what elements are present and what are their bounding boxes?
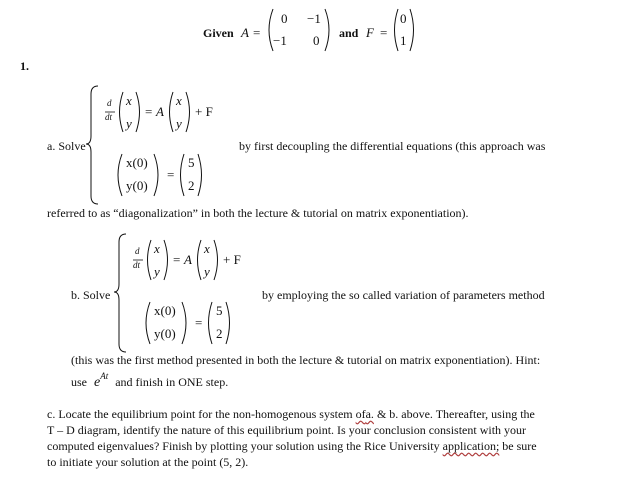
left-paren-icon [170, 92, 174, 132]
spellcheck-word: of [355, 407, 366, 421]
left-brace-icon [86, 86, 98, 204]
deriv-dt: dt [105, 112, 113, 122]
vector-f-cell: 1 [400, 33, 407, 48]
right-paren-icon [154, 154, 158, 196]
equals-sign: = [380, 25, 388, 40]
matrix-a-cell: −1 [307, 11, 321, 26]
part-b-paren-note: (this was the first method presented in both the lecture & tutorial on matrix exponentiation). Hint: [71, 353, 541, 367]
part-a-text-continued: referred to as “diagonalization” in both the lecture & tutorial on matrix exponentiation). [47, 206, 469, 220]
part-c-line-3 [47, 439, 537, 454]
left-paren-icon [148, 240, 152, 280]
spellcheck-word: a. [365, 407, 374, 421]
part-c-line-2: T – D diagram, identify the nature of this equilibrium point. Is your conclusion consistent with your [47, 423, 527, 437]
left-paren-icon [120, 92, 124, 132]
equals-sign: = [253, 25, 261, 40]
right-paren-icon [198, 154, 202, 196]
vector-f-cell: 0 [400, 11, 407, 26]
finish-text: and finish in ONE step. [115, 375, 229, 389]
var-y: y [154, 264, 160, 279]
left-paren-icon [118, 154, 122, 196]
deriv-dt: dt [133, 260, 141, 270]
var-y: y [204, 264, 210, 279]
left-paren-icon [198, 240, 202, 280]
deriv-d: d [135, 246, 140, 256]
initial-value: 2 [216, 326, 223, 341]
use-label: use [71, 375, 87, 389]
equals-sign: = [173, 252, 181, 267]
initial-value: 5 [188, 155, 195, 170]
left-paren-icon [181, 154, 185, 196]
equals-sign: = [195, 315, 203, 330]
var-x: x [204, 241, 210, 256]
left-brace-icon [114, 234, 126, 352]
right-paren-icon [164, 240, 168, 280]
part-c-text: computed eigenvalues? Finish by plotting your solution using the Rice University [47, 439, 443, 453]
var-x: x [176, 93, 182, 108]
part-a-label: a. Solve [47, 139, 86, 153]
right-paren-icon [214, 240, 218, 280]
and-label: and [339, 26, 359, 40]
equals-sign: = [145, 104, 153, 119]
part-c-line-1 [47, 407, 535, 422]
plus-f: + F [195, 104, 213, 119]
part-c-text: c. Locate the equilibrium point for the non-homogenous system [47, 407, 356, 421]
matrix-a-cell: 0 [281, 11, 288, 26]
right-paren-icon [410, 9, 414, 51]
var-y: y [126, 116, 132, 131]
left-paren-icon [209, 302, 213, 344]
matrix-a-symbol: A [184, 252, 192, 267]
var-x: x [154, 241, 160, 256]
part-c-text: be sure [499, 439, 537, 453]
equals-sign: = [167, 167, 175, 182]
problem-number: 1. [20, 59, 29, 73]
initial-value: 2 [188, 178, 195, 193]
part-c-line-4: to initiate your solution at the point (5, 2). [47, 455, 249, 469]
given-label: Given [203, 26, 234, 40]
initial-value: 5 [216, 303, 223, 318]
initial-y0: y(0) [154, 326, 176, 341]
matrix-a-symbol: A [241, 25, 249, 40]
matrix-a-symbol: A [156, 104, 164, 119]
right-paren-icon [186, 92, 190, 132]
var-y: y [176, 116, 182, 131]
part-c-text: & b. above. Thereafter, using the [373, 407, 535, 421]
right-paren-icon [325, 9, 329, 51]
exp-superscript: At [100, 371, 109, 381]
left-paren-icon [146, 302, 150, 344]
initial-x0: x(0) [126, 155, 148, 170]
right-paren-icon [136, 92, 140, 132]
initial-y0: y(0) [126, 178, 148, 193]
right-paren-icon [226, 302, 230, 344]
plus-f: + F [223, 252, 241, 267]
left-paren-icon [395, 9, 399, 51]
exp-base: e [94, 375, 101, 390]
vector-f-symbol: F [366, 25, 374, 40]
initial-x0: x(0) [154, 303, 176, 318]
matrix-a-cell: −1 [273, 33, 287, 48]
var-x: x [126, 93, 132, 108]
matrix-a-cell: 0 [313, 33, 320, 48]
spellcheck-word: application; [442, 439, 500, 453]
right-paren-icon [182, 302, 186, 344]
part-a-text: by first decoupling the differential equations (this approach was [239, 139, 546, 153]
part-b-text: by employing the so called variation of parameters method [262, 288, 545, 302]
part-b-label: b. Solve [71, 288, 111, 302]
deriv-d: d [107, 98, 112, 108]
part-b-hint [71, 373, 228, 391]
